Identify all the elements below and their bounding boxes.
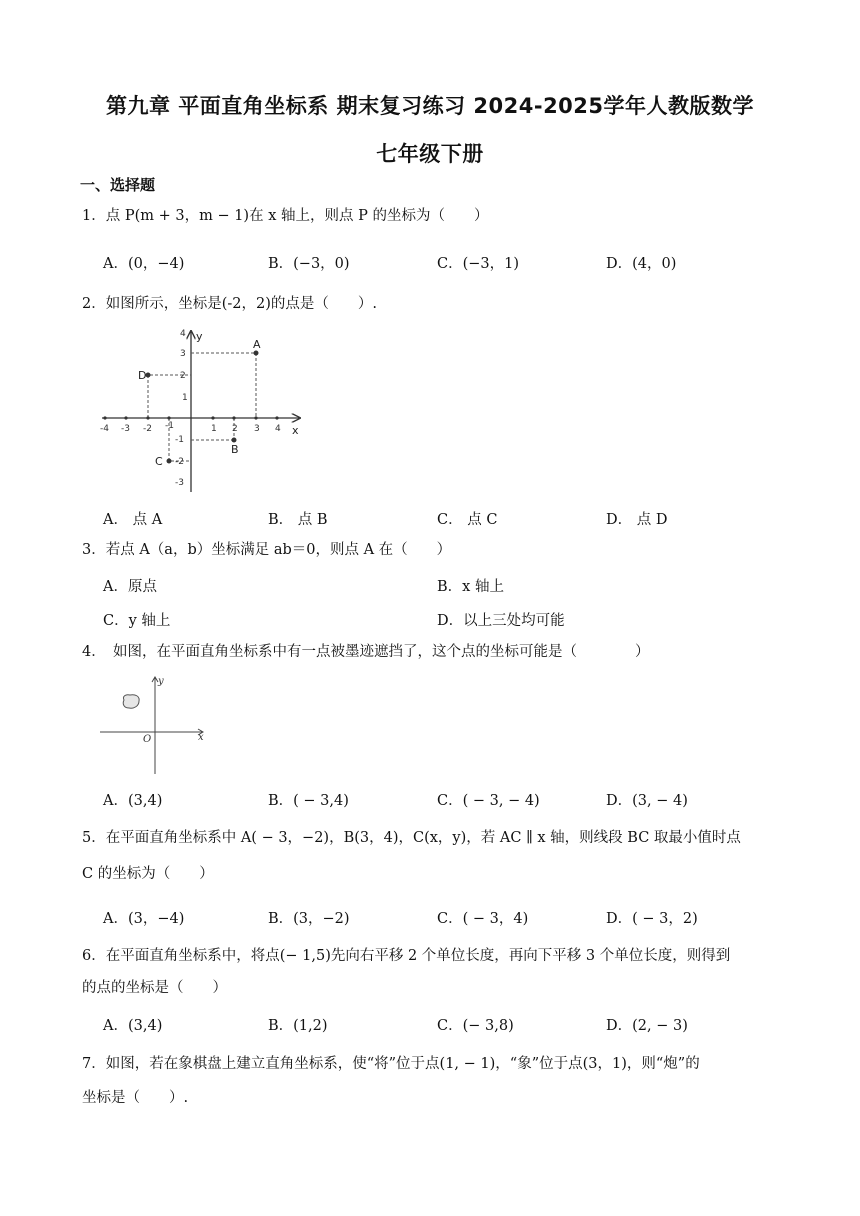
point-a-label: A [253, 338, 261, 351]
point-c [167, 459, 172, 464]
y-tick-label: 1 [182, 393, 188, 403]
question-3-option-a: A．原点 [103, 579, 157, 595]
y-axis-label: y [196, 330, 203, 343]
x-tick-label: -3 [121, 424, 130, 434]
question-1-option-c: C．(−3，1) [437, 256, 520, 272]
x-tick-label: 3 [254, 424, 260, 434]
question-2-option-c: C． 点 C [437, 512, 498, 528]
y-tick-label: -1 [175, 435, 184, 445]
question-6-text-line2: 的点的坐标是（ ） [82, 980, 227, 996]
point-d-label: D [138, 369, 147, 382]
x-tick-label: -1 [165, 421, 174, 431]
y-tick-label: 2 [180, 371, 186, 381]
question-6-option-a: A．(3,4) [103, 1018, 163, 1034]
point-c-label: C [155, 455, 163, 468]
question-4-option-a: A．(3,4) [103, 793, 163, 809]
question-4-option-c: C．( − 3, − 4) [437, 793, 540, 809]
question-4-option-d: D．(3, − 4) [606, 793, 688, 809]
question-5-option-b: B．(3，−2) [268, 911, 350, 927]
question-7-text: 7．如图，若在象棋盘上建立直角坐标系，使“将”位于点(1, − 1)，“象”位于点(3，1)，则“炮”的 [82, 1056, 700, 1072]
x-axis-label: x [198, 732, 204, 743]
section-heading: 一、选择题 [80, 176, 156, 194]
question-4-text: 4． 如图，在平面直角坐标系中有一点被墨迹遮挡了，这个点的坐标可能是（ ） [82, 644, 650, 660]
question-1-option-d: D．(4，0) [606, 256, 677, 272]
question-5-option-a: A．(3，−4) [103, 911, 185, 927]
question-5-option-c: C．( − 3，4) [437, 911, 529, 927]
y-tick-label: -2 [175, 457, 184, 467]
question-2-option-d: D． 点 D [606, 512, 668, 528]
point-b-label: B [231, 443, 239, 456]
x-tick-label: 2 [232, 424, 238, 434]
point-a [254, 351, 259, 356]
origin-label: O [143, 734, 152, 745]
question-2-text: 2．如图所示，坐标是(-2，2)的点是（ ）. [82, 296, 377, 312]
y-tick-label: 4 [180, 329, 186, 339]
question-3-option-d: D．以上三处均可能 [437, 613, 565, 629]
question-5-option-d: D．( − 3，2) [606, 911, 698, 927]
x-tick-label: -4 [100, 424, 109, 434]
x-axis-label: x [292, 424, 299, 437]
question-6-option-d: D．(2, − 3) [606, 1018, 688, 1034]
question-6-text: 6．在平面直角坐标系中，将点(− 1,5)先向右平移 2 个单位长度，再向下平移 3 个单位长度，则得到 [82, 948, 731, 964]
question-2-option-b: B． 点 B [268, 512, 328, 528]
page-title: 第九章 平面直角坐标系 期末复习练习 2024-2025学年人教版数学 [105, 94, 755, 118]
question-1-option-a: A．(0，−4) [103, 256, 185, 272]
question-5-text-line2: C 的坐标为（ ） [82, 866, 214, 882]
y-tick-label: -3 [175, 478, 184, 488]
question-1-text: 1．点 P(m + 3，m − 1)在 x 轴上，则点 P 的坐标为（ ） [82, 208, 489, 224]
question-3-option-b: B．x 轴上 [437, 579, 504, 595]
question-3-option-c: C．y 轴上 [103, 613, 171, 629]
question-6-option-b: B．(1,2) [268, 1018, 328, 1034]
x-tick-label: -2 [143, 424, 152, 434]
question-5-text: 5．在平面直角坐标系中 A( − 3，−2)，B(3，4)，C(x，y)，若 AC ∥ x 轴，则线段 BC 取最小值时点 [82, 830, 741, 846]
page-title-line2: 七年级下册 [376, 142, 484, 166]
question-1-option-b: B．(−3，0) [268, 256, 350, 272]
x-tick-label: 4 [275, 424, 281, 434]
question-3-text: 3．若点 A（a，b）坐标满足 ab＝0，则点 A 在（ ） [82, 542, 452, 558]
point-b [232, 438, 237, 443]
question-7-text-line2: 坐标是（ ）. [82, 1090, 189, 1106]
x-tick-label: 1 [211, 424, 217, 434]
question-2-option-a: A． 点 A [103, 512, 163, 528]
ink-blot-icon [123, 695, 139, 708]
question-2-coordinate-figure [96, 328, 311, 498]
question-4-option-b: B．( − 3,4) [268, 793, 349, 809]
question-6-option-c: C．(− 3,8) [437, 1018, 514, 1034]
y-axis-label: y [158, 676, 164, 687]
y-tick-label: 3 [180, 349, 186, 359]
question-4-coordinate-figure [98, 674, 214, 778]
